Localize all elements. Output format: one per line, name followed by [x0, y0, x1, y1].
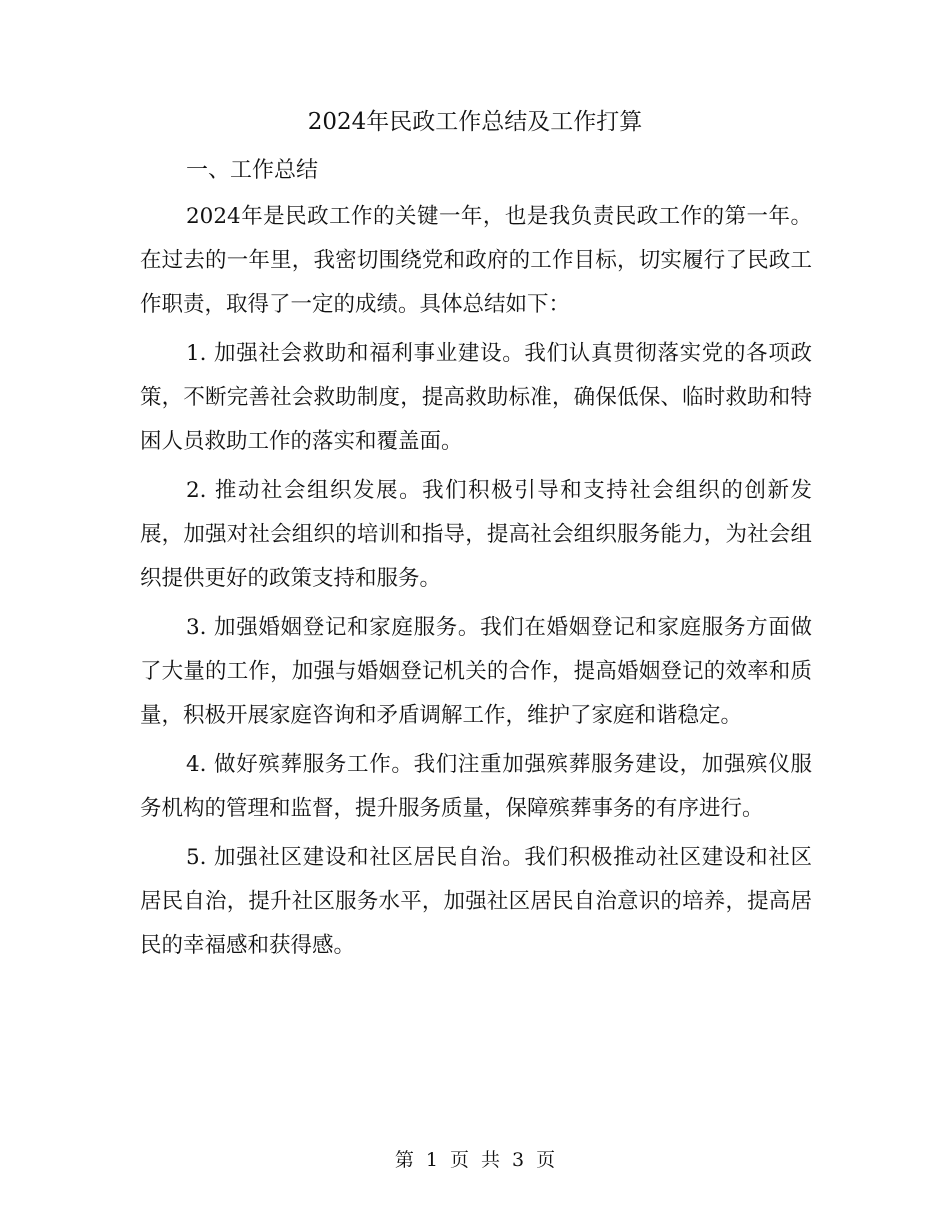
list-item-social-assistance: 1. 加强社会救助和福利事业建设。我们认真贯彻落实党的各项政策，不断完善社会救助制度，提高救助标准，确保低保、临时救助和特困人员救助工作的落实和覆盖面。 [140, 341, 812, 454]
list-item-community-building: 5. 加强社区建设和社区居民自治。我们积极推动社区建设和社区居民自治，提升社区服务水平，加强社区居民自治意识的培养，提高居民的幸福感和获得感。 [140, 845, 812, 958]
page-number-footer: 第 1 页 共 3 页 [394, 1149, 556, 1171]
document-title: 2024年民政工作总结及工作打算 [307, 109, 643, 135]
list-item-social-organizations: 2. 推动社会组织发展。我们积极引导和支持社会组织的创新发展，加强对社会组织的培训和指导，提高社会组织服务能力，为社会组织提供更好的政策支持和服务。 [140, 478, 812, 591]
intro-paragraph: 2024年是民政工作的关键一年，也是我负责民政工作的第一年。在过去的一年里，我密切围绕党和政府的工作目标，切实履行了民政工作职责，取得了一定的成绩。具体总结如下： [140, 204, 812, 317]
list-item-funeral-services: 4. 做好殡葬服务工作。我们注重加强殡葬服务建设，加强殡仪服务机构的管理和监督，提升服务质量，保障殡葬事务的有序进行。 [140, 752, 812, 821]
document-body [140, 152, 812, 973]
section-heading: 一、工作总结 [186, 158, 319, 183]
list-item-marriage-registration: 3. 加强婚姻登记和家庭服务。我们在婚姻登记和家庭服务方面做了大量的工作，加强与婚姻登记机关的合作，提高婚姻登记的效率和质量，积极开展家庭咨询和矛盾调解工作，维护了家庭和谐稳定。 [140, 615, 812, 728]
